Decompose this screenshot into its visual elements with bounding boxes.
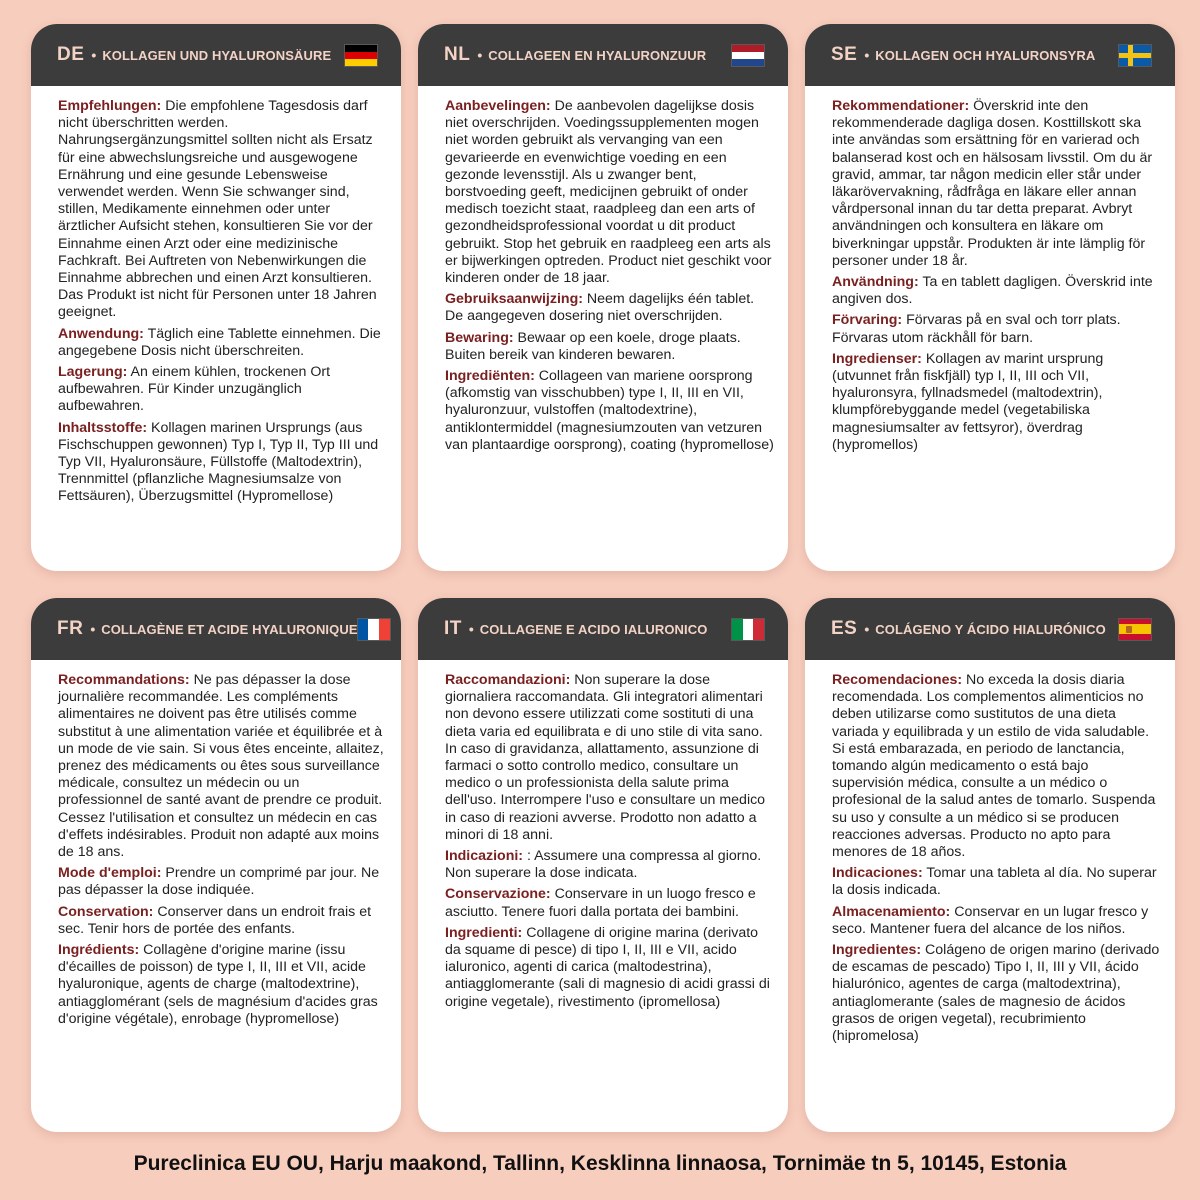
italy-flag-icon (732, 619, 764, 640)
section-label: Ingredientes: (832, 942, 922, 959)
section-label: Empfehlungen: (58, 98, 162, 114)
section-text: : Assumere una compressa al giorno. Non superare la dose indicata. (445, 848, 762, 882)
section-label: Ingrediënten: (445, 368, 535, 385)
section-ingredients (445, 925, 774, 1011)
section-label: Lagerung: (58, 364, 128, 381)
section-text: Förvaras på en sval och torr plats. Förvaras utom räckhåll för barn. (832, 312, 1121, 346)
section-label: Bewaring: (445, 329, 514, 346)
section-label: Aanbevelingen: (445, 98, 551, 114)
section-usage (445, 848, 774, 882)
card-it (418, 598, 788, 1132)
separator-dot: • (90, 621, 96, 637)
germany-flag-icon (345, 45, 377, 66)
section-label: Mode d'emploi: (58, 865, 162, 882)
section-storage (58, 904, 387, 938)
section-text: Conserver dans un endroit frais et sec. Tenir hors de portée des enfants. (58, 903, 372, 937)
section-text: De aanbevolen dagelijkse dosis niet overschrijden. Voedingssupplementen mogen niet worden gebruikt als vervanging van een gevarieerde en evenwichtige voeding en een gezonde levensstijl. Als u zwanger bent, borstvoeding geeft, medicijnen gebruikt of onder medisch toezicht staat, raadpleeg dan een arts of gezondheidsprofessional voordat u dit product gebruikt. Stop het gebruik en raadpleeg een arts als er bijwerkingen optreden. Product niet geschikt voor kinderen onder de 18 jaar. (445, 98, 772, 287)
section-recommendations (58, 98, 387, 322)
section-label: Rekommendationer: (832, 98, 970, 114)
section-label: Anwendung: (58, 325, 144, 342)
language-code: SE (831, 44, 858, 65)
separator-dot: • (864, 47, 870, 63)
section-label: Ingredienti: (445, 924, 523, 941)
card-body-se (805, 86, 1175, 468)
card-nl (418, 24, 788, 571)
card-header-de (31, 24, 401, 86)
separator-dot: • (91, 47, 97, 63)
card-body-nl (418, 86, 788, 468)
section-usage (832, 274, 1161, 308)
section-label: Gebruiksaanwijzing: (445, 291, 583, 308)
card-header-se (805, 24, 1175, 86)
section-text: Collageen van mariene oorsprong (afkomstig van visschubben) type I, II, III en VII, hyaluronzuur, vulstoffen (maltodextrine), antiklontermiddel (magnesiumzouten van vetzuren van plantaardige oorsprong), coating (hypromellose) (445, 368, 774, 453)
section-label: Recommandations: (58, 672, 190, 688)
separator-dot: • (477, 47, 483, 63)
section-ingredients (58, 942, 387, 1028)
section-text: Kollagen marinen Ursprungs (aus Fischschuppen gewonnen) Typ I, Typ II, Typ III und Typ VII, Hyaluronsäure, Füllstoffe (Maltodextrin), Trennmittel (pflanzliche Magnesiumsalze von Fettsäuren), Überzugsmittel (Hypromellose) (58, 419, 379, 505)
section-text: Colágeno de origen marino (derivado de escamas de pescado) Tipo I, II, III y VII, ácido hialurónico, agentes de carga (maltodextrina), antiaglomerante (sales de magnesio de ácidos grasos de origen vegetal), recubrimiento (hipromelosa) (832, 942, 1160, 1045)
card-body-fr (31, 660, 401, 1042)
card-header-it (418, 598, 788, 660)
card-body-es (805, 660, 1175, 1059)
company-address-footer: Pureclinica EU OU, Harju maakond, Tallinn, Kesklinna linnaosa, Tornimäe tn 5, 10145, Estonia (133, 1152, 1067, 1175)
card-header-fr (31, 598, 401, 660)
language-code: IT (444, 618, 462, 639)
section-recommendations (58, 672, 387, 861)
section-label: Conservazione: (445, 886, 551, 903)
section-storage (832, 312, 1161, 346)
sweden-flag-icon (1119, 45, 1151, 66)
card-header-nl (418, 24, 788, 86)
spain-flag-icon (1119, 619, 1151, 640)
france-flag-icon (358, 619, 390, 640)
separator-dot: • (864, 621, 870, 637)
section-storage (445, 330, 774, 364)
card-es (805, 598, 1175, 1132)
section-text: Conservare in un luogo fresco e asciutto. Tenere fuori dalla portata dei bambini. (445, 886, 756, 920)
card-header-es (805, 598, 1175, 660)
product-name: KOLLAGEN UND HYALURONSÄURE (102, 47, 332, 63)
language-code: ES (831, 618, 858, 639)
section-ingredients (832, 351, 1161, 454)
section-usage (445, 291, 774, 325)
section-label: Recomendaciones: (832, 672, 963, 688)
section-usage (832, 865, 1161, 899)
section-usage (58, 865, 387, 899)
product-name: COLÁGENO Y ÁCIDO HIALURÓNICO (875, 621, 1106, 637)
product-name: COLLAGEEN EN HYALURONZUUR (488, 47, 707, 63)
section-label: Raccomandazioni: (445, 672, 571, 688)
section-label: Almacenamiento: (832, 903, 951, 920)
language-code: FR (57, 618, 84, 639)
section-label: Ingredienser: (832, 350, 922, 367)
section-label: Förvaring: (832, 312, 903, 329)
product-name: KOLLAGEN OCH HYALURONSYRA (875, 47, 1096, 63)
section-usage (58, 326, 387, 360)
product-name: COLLAGENE E ACIDO IALURONICO (479, 621, 708, 637)
section-ingredients (832, 942, 1161, 1045)
section-text: Täglich eine Tablette einnehmen. Die angegebene Dosis nicht überschreiten. (58, 325, 381, 359)
section-text: Collagene di origine marina (derivato da squame di pesce) di tipo I, II, III e VII, acido ialuronico, agenti di carica (maltodestrina), antiagglomerante (sali di magnesio di acidi grassi di origine vegetale), rivestimento (ipromellosa) (445, 924, 770, 1010)
language-code: NL (444, 44, 471, 65)
product-name: COLLAGÈNE ET ACIDE HYALURONIQUE (101, 621, 358, 637)
card-se (805, 24, 1175, 571)
section-text: Tomar una tableta al día. No superar la dosis indicada. (832, 865, 1157, 899)
section-text: Neem dagelijks één tablet. De aangegeven dosering niet overschrijden. (445, 291, 755, 325)
section-text: Överskrid inte den rekommenderade dagliga dosen. Kosttillskott ska inte användas som ersättning för en varierad och balanserad kost och en hälsosam livsstil. Om du är gravid, ammar, tar någon medicin eller står under läkarövervakning, rådfråga en läkare eller annan vårdpersonal innan du tar detta preparat. Avbryt användningen och konsultera en läkare om biverkningar uppstår. Produkten är inte lämplig för personer under 18 år. (832, 98, 1153, 269)
section-storage (445, 886, 774, 920)
language-code: DE (57, 44, 85, 65)
section-recommendations (832, 672, 1161, 861)
netherlands-flag-icon (732, 45, 764, 66)
section-text: Ta en tablett dagligen. Överskrid inte angiven dos. (832, 274, 1153, 308)
section-label: Conservation: (58, 903, 154, 920)
section-recommendations (445, 98, 774, 287)
section-text: Prendre un comprimé par jour. Ne pas dépasser la dose indiquée. (58, 865, 380, 899)
section-text: Bewaar op een koele, droge plaats. Buiten bereik van kinderen bewaren. (445, 329, 741, 363)
section-text: Collagène d'origine marine (issu d'écailles de poisson) de type I, II, III et VII, acide hyaluronique, agents de charge (maltodextrine), antiagglomérant (sels de magnésium d'acides gras d'origine végétale), enrobage (hypromellose) (58, 942, 378, 1027)
section-text: Ne pas dépasser la dose journalière recommandée. Les compléments alimentaires ne doivent pas être utilisés comme substitut à une alimentation variée et équilibrée et à un mode de vie sain. Si vous êtes enceinte, allaitez, prenez des médicaments ou êtes sous surveillance médicale, consultez un médecin ou un professionnel de santé avant de prendre ce produit. Cessez l'utilisation et consultez un médecin en cas d'effets indésirables. Produit non adapté aux moins de 18 ans. (58, 672, 384, 861)
section-text: Non superare la dose giornaliera raccomandata. Gli integratori alimentari non devono essere utilizzati come sostituti di una dieta varia ed equilibrata e di uno stile di vita sano. In caso di gravidanza, allattamento, assunzione di farmaci o sotto controllo medico, consultare un medico o un professionista della salute prima dell'uso. Interrompere l'uso e consultare un medico in caso di reazioni avverse. Prodotto non adatto a minori di 18 anni. (445, 672, 766, 843)
section-label: Användning: (832, 274, 919, 291)
section-label: Indicaciones: (832, 865, 923, 882)
section-text: Die empfohlene Tagesdosis darf nicht überschritten werden. Nahrungsergänzungsmittel sollten nicht als Ersatz für eine abwechslungsreiche und ausgewogene Ernährung und eine gesunde Lebensweise verwendet werden. Wenn Sie schwanger sind, stillen, Medikamente einnehmen oder unter ärztlicher Aufsicht stehen, konsultieren Sie vor der Einnahme einen Arzt oder eine medizinische Fachkraft. Bei Auftreten von Nebenwirkungen die Einnahme abbrechen und einen Arzt konsultieren. Das Produkt ist nicht für Personen unter 18 Jahren geeignet. (58, 98, 377, 321)
section-ingredients (445, 368, 774, 454)
separator-dot: • (468, 621, 474, 637)
section-label: Inhaltsstoffe: (58, 419, 148, 436)
section-recommendations (832, 98, 1161, 270)
card-de (31, 24, 401, 571)
section-label: Ingrédients: (58, 942, 140, 959)
section-label: Indicazioni: (445, 848, 524, 865)
section-text: No exceda la dosis diaria recomendada. Los complementos alimenticios no deben utilizarse como sustitutos de una dieta variada y equilibrada y un estilo de vida saludable. Si está embarazada, en periodo de lanctancia, tomando algún medicamento o está bajo supervisión médica, consulte a un médico o profesional de la salud antes de tomarlo. Suspenda su uso y consulte a un médico si se producen reacciones adversas. Producto no apto para menores de 18 años. (832, 672, 1156, 861)
section-storage (58, 364, 387, 416)
card-fr (31, 598, 401, 1132)
section-storage (832, 904, 1161, 938)
section-recommendations (445, 672, 774, 844)
section-text: An einem kühlen, trockenen Ort aufbewahren. Für Kinder unzugänglich aufbewahren. (58, 364, 331, 415)
card-body-de (31, 86, 401, 520)
section-ingredients (58, 420, 387, 506)
section-text: Conservar en un lugar fresco y seco. Mantener fuera del alcance de los niños. (832, 903, 1149, 937)
section-text: Kollagen av marint ursprung (utvunnet från fiskfjäll) typ I, II, III och VII, hyaluronsyra, fyllnadsmedel (maltodextrin), klumpförebyggande medel (vegetabiliska magnesiumsalter av fettsyror), överdrag (hypromellos) (832, 350, 1104, 453)
card-body-it (418, 660, 788, 1025)
